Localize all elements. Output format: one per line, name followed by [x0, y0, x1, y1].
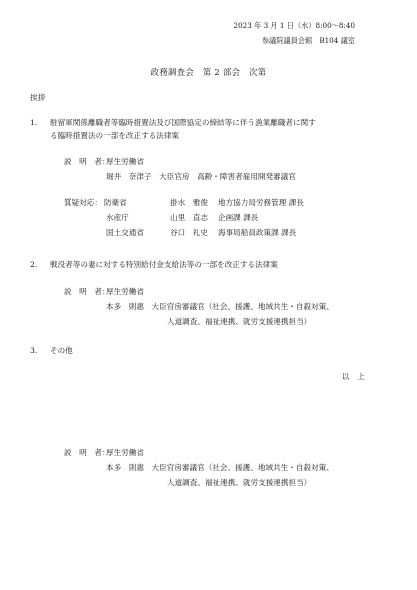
item-3-number: 3.: [30, 346, 38, 355]
qa-row-3-name: 谷口 礼史: [170, 228, 208, 237]
qa-row-1-name: 掛水 雅俊: [170, 198, 208, 207]
item-2-explainer-label: 説 明 者：: [64, 287, 110, 296]
postscript-ministry: 厚生労働省: [106, 448, 144, 457]
qa-row-2-role: 企画課 課長: [218, 213, 259, 222]
qa-row-3-ministry: 国土交通省: [106, 228, 144, 237]
item-1-explainer-person: 堀井 奈津子 大臣官房 高齢・障害者雇用開発審議官: [106, 172, 296, 181]
item-1-number: 1.: [30, 118, 38, 127]
meeting-place: 参議院議員会館 B104 議室: [261, 36, 355, 45]
qa-row-1-role: 地方協力局労務管理 課長: [218, 198, 304, 207]
page-title: 政務調査会 第 2 部会 次第: [150, 67, 267, 77]
item-2-explainer-person-line2: 人道調査、福祉連携、就労支援連携担当）: [167, 317, 312, 326]
postscript-person: 本多 則惠 大臣官房審議官（社会、援護、地域共生・自殺対策、: [106, 463, 334, 472]
item-1-title-line2: る臨時措置法の一部を改正する法律案: [50, 131, 180, 140]
postscript-person-line2: 人道調査、福祉連携、就労支援連携担当）: [167, 478, 312, 487]
agenda-greeting: 挨拶: [30, 93, 46, 102]
qa-row-2-name: 山里 直志: [170, 213, 208, 222]
item-2-title: 戦没者等の妻に対する特別給付金支給法等の一部を改正する法律案: [50, 260, 278, 269]
item-3-title: その他: [50, 346, 73, 355]
postscript-explainer-label: 説 明 者：: [64, 448, 110, 457]
meeting-date-time: 2023 年 3 月 1 日（水）8:00～8:40: [233, 21, 355, 30]
item-1-title-line1: 駐留軍関係離職者等臨時措置法及び国際協定の締結等に伴う漁業離職者に関す: [50, 118, 316, 127]
item-2-number: 2.: [30, 260, 38, 269]
qa-row-1-ministry: 防衛省: [104, 198, 127, 207]
item-2-explainer-ministry: 厚生労働省: [106, 287, 144, 296]
qa-row-2-ministry: 水産庁: [106, 213, 129, 222]
qa-row-3-role: 海事局船員政策課 課長: [218, 228, 297, 237]
closing-mark: 以上: [341, 372, 373, 381]
item-1-explainer-label: 説 明 者：: [64, 157, 110, 166]
item-2-explainer-person: 本多 則惠 大臣官房審議官（社会、援護、地域共生・自殺対策、: [106, 302, 334, 311]
item-1-qa-label: 質疑対応：: [64, 198, 102, 207]
item-1-explainer-ministry: 厚生労働省: [106, 157, 144, 166]
